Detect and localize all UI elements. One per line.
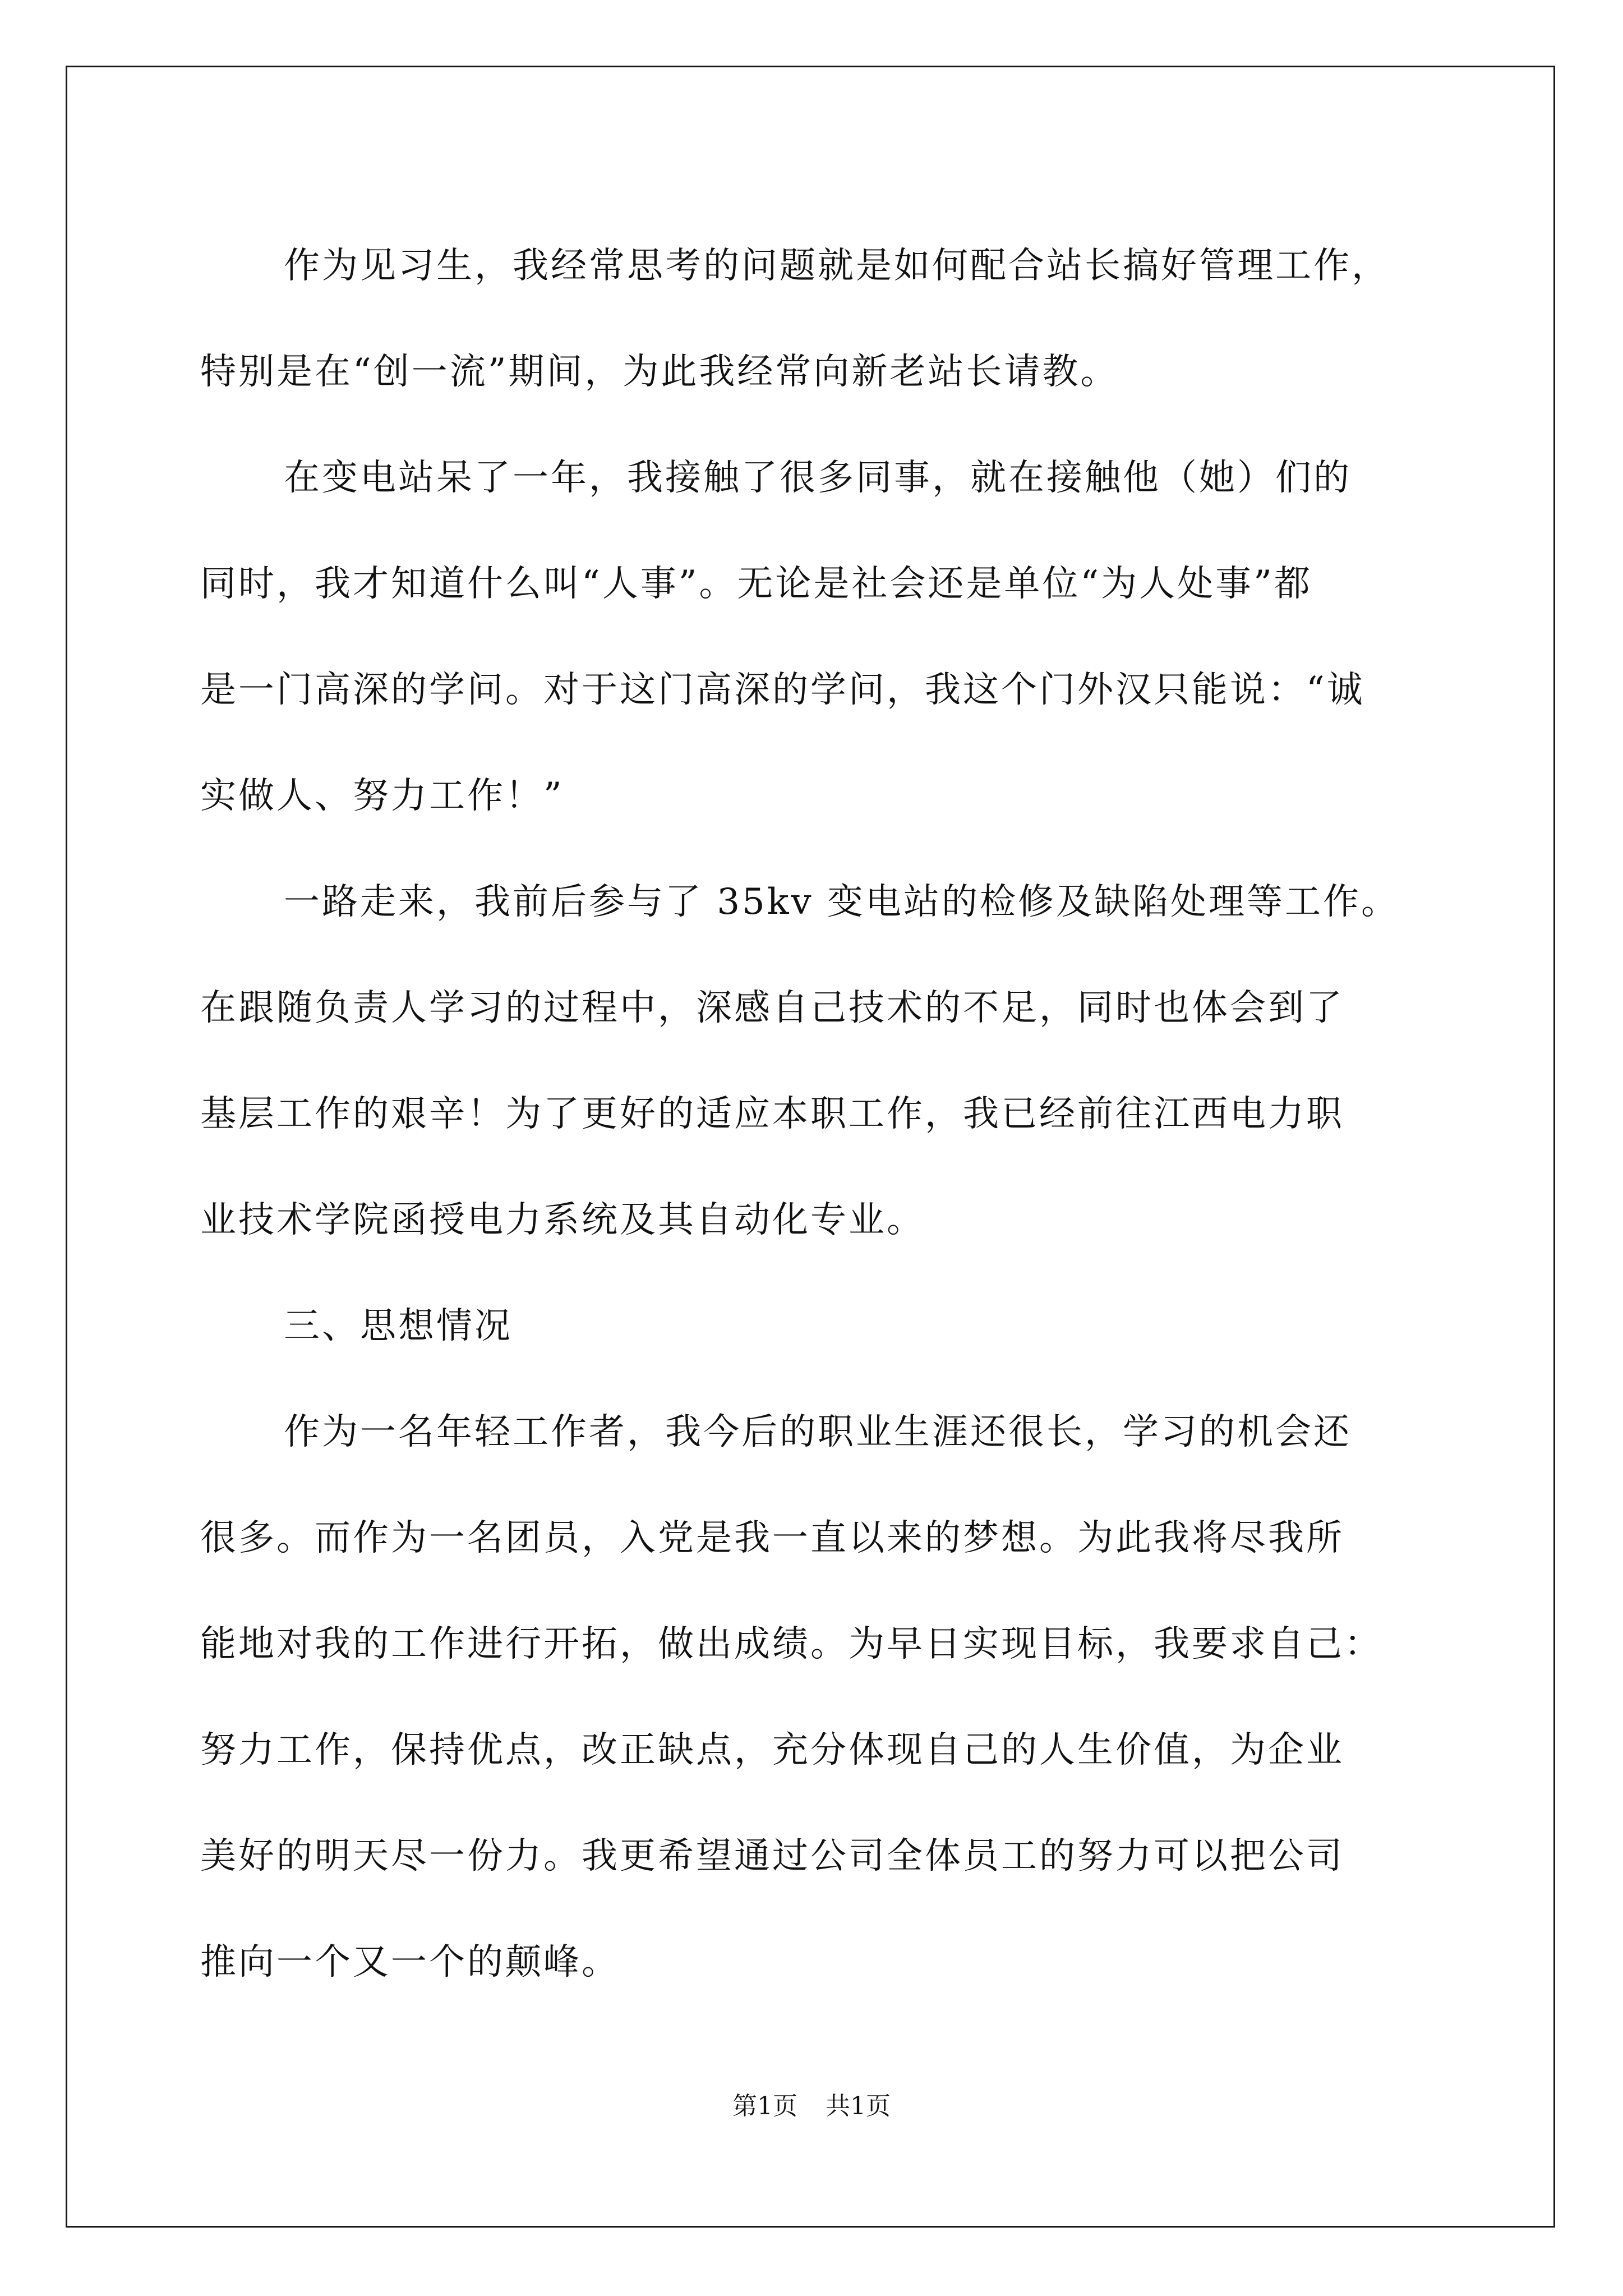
document-body — [200, 213, 1434, 2016]
page-total: 共1页 — [826, 2092, 891, 2120]
text-line: 能地对我的工作进行开拓，做出成绩。为早日实现目标，我要求自己： — [200, 1623, 1382, 1665]
page-footer — [0, 2090, 1623, 2123]
text-line: 同时，我才知道什么叫“人事”。无论是社会还是单位“为人处事”都 — [200, 563, 1312, 605]
text-line: 在变电站呆了一年，我接触了很多同事，就在接触他（她）们的 — [284, 457, 1352, 499]
text-line: 特别是在“创一流”期间，为此我经常向新老站长请教。 — [200, 351, 1119, 393]
paragraph-work-experience — [200, 849, 1434, 1273]
text-line: 实做人、努力工作！” — [200, 775, 564, 817]
text-line: 努力工作，保持优点，改正缺点，充分体现自己的人生价值，为企业 — [200, 1729, 1344, 1771]
section-heading: 三、思想情况 — [284, 1305, 513, 1347]
text-line: 很多。而作为一名团员，入党是我一直以来的梦想。为此我将尽我所 — [200, 1517, 1344, 1559]
page-number: 第1页 — [732, 2092, 797, 2120]
paragraph-colleagues — [200, 425, 1434, 849]
text-line: 作为一名年轻工作者，我今后的职业生涯还很长，学习的机会还 — [284, 1411, 1352, 1453]
text-line: 是一门高深的学问。对于这门高深的学问，我这个门外汉只能说：“诚 — [200, 669, 1365, 711]
text-line: 业技术学院函授电力系统及其自动化专业。 — [200, 1199, 925, 1241]
text-line: 美好的明天尽一份力。我更希望通过公司全体员工的努力可以把公司 — [200, 1835, 1344, 1877]
text-line: 作为见习生，我经常思考的问题就是如何配合站长搞好管理工作， — [284, 245, 1390, 287]
paragraph-intern-reflection — [200, 213, 1434, 425]
paragraph-thoughts — [200, 1379, 1434, 2016]
text-line: 基层工作的艰辛！为了更好的适应本职工作，我已经前往江西电力职 — [200, 1093, 1344, 1135]
text-line: 在跟随负责人学习的过程中，深感自己技术的不足，同时也体会到了 — [200, 987, 1344, 1029]
text-line: 推向一个又一个的颠峰。 — [200, 1941, 620, 1983]
text-line: 一路走来，我前后参与了 35kv 变电站的检修及缺陷处理等工作。 — [284, 881, 1400, 923]
